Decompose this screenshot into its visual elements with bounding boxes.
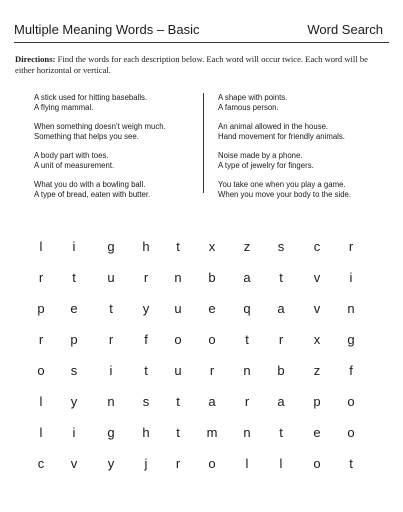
grid-letter[interactable]: g [347, 332, 355, 347]
grid-letter[interactable]: c [37, 456, 45, 471]
grid-letter[interactable]: v [313, 301, 321, 316]
grid-letter[interactable]: t [109, 301, 113, 316]
grid-letter[interactable]: l [245, 456, 249, 471]
grid-letter[interactable]: s [277, 239, 285, 254]
clues-right-column [218, 93, 388, 209]
grid-letter[interactable]: r [108, 332, 114, 347]
clue-group [34, 151, 214, 171]
grid-letter[interactable]: b [277, 363, 285, 378]
grid-letter[interactable]: l [39, 425, 43, 440]
directions-text: Find the words for each description below. Each word will occur twice. Each word will be either horizontal or vertical. [15, 54, 368, 75]
grid-letter[interactable]: a [277, 394, 285, 409]
grid-letter[interactable]: y [107, 456, 115, 471]
grid-letter[interactable]: p [70, 332, 78, 347]
grid-letter[interactable]: q [243, 301, 251, 316]
clues-divider [203, 93, 204, 193]
grid-letter[interactable]: v [70, 456, 78, 471]
grid-letter[interactable]: n [243, 425, 251, 440]
grid-letter[interactable]: h [142, 425, 150, 440]
grid-letter[interactable]: t [176, 239, 180, 254]
grid-letter[interactable]: g [107, 239, 115, 254]
grid-letter[interactable]: o [37, 363, 45, 378]
grid-letter[interactable]: r [38, 270, 44, 285]
clue-group [34, 122, 214, 142]
grid-letter[interactable]: t [72, 270, 76, 285]
grid-letter[interactable]: s [70, 363, 78, 378]
clue-text: An animal allowed in the house. [218, 122, 329, 131]
clue-text: Hand movement for friendly animals. [218, 132, 345, 141]
clue-group [218, 151, 388, 171]
clue-group [218, 93, 388, 113]
grid-letter[interactable]: e [70, 301, 78, 316]
clue-text: A famous person. [218, 103, 279, 112]
grid-letter[interactable]: h [142, 239, 150, 254]
grid-letter[interactable]: e [208, 301, 216, 316]
clue-group [34, 93, 214, 113]
grid-letter[interactable]: l [279, 456, 283, 471]
grid-letter[interactable]: n [174, 270, 182, 285]
worksheet-title: Multiple Meaning Words – Basic [14, 22, 200, 37]
grid-letter[interactable]: o [174, 332, 182, 347]
grid-letter[interactable]: p [37, 301, 45, 316]
grid-letter[interactable]: p [313, 394, 321, 409]
clue-text: What you do with a bowling ball. [34, 180, 146, 189]
grid-letter[interactable]: i [72, 239, 76, 254]
grid-letter[interactable]: u [174, 301, 182, 316]
grid-letter[interactable]: a [277, 301, 285, 316]
grid-letter[interactable]: v [313, 270, 321, 285]
worksheet-header [14, 14, 389, 43]
clue-text: A body part with toes. [34, 151, 109, 160]
clue-text: Noise made by a phone. [218, 151, 303, 160]
grid-letter[interactable]: r [209, 363, 215, 378]
grid-letter[interactable]: t [176, 425, 180, 440]
clue-text: A unit of measurement. [34, 161, 115, 170]
clue-group [218, 122, 388, 142]
grid-letter[interactable]: g [107, 425, 115, 440]
grid-letter[interactable]: j [144, 456, 148, 471]
grid-letter[interactable]: a [208, 394, 216, 409]
grid-letter[interactable]: t [144, 363, 148, 378]
grid-letter[interactable]: t [279, 425, 283, 440]
clue-text: You take one when you play a game. [218, 180, 346, 189]
grid-letter[interactable]: o [208, 456, 216, 471]
grid-letter[interactable]: n [243, 363, 251, 378]
grid-letter[interactable]: u [174, 363, 182, 378]
clue-group [34, 180, 214, 200]
clue-text: Something that helps you see. [34, 132, 139, 141]
grid-letter[interactable]: s [142, 394, 150, 409]
grid-letter[interactable]: r [244, 394, 250, 409]
grid-letter[interactable]: t [279, 270, 283, 285]
grid-letter[interactable]: t [176, 394, 180, 409]
grid-letter[interactable]: b [208, 270, 216, 285]
grid-letter[interactable]: a [243, 270, 251, 285]
grid-letter[interactable]: c [313, 239, 321, 254]
clues-left-column [34, 93, 214, 209]
directions-label: Directions: [15, 54, 56, 64]
clue-text: A type of bread, eaten with butter. [34, 190, 151, 199]
clues-section [28, 93, 388, 199]
clue-text: When something doesn’t weigh much. [34, 122, 166, 131]
grid-letter[interactable]: t [245, 332, 249, 347]
clue-group [218, 180, 388, 200]
grid-letter[interactable]: i [349, 270, 353, 285]
clue-text: A type of jewelry for fingers. [218, 161, 314, 170]
grid-letter[interactable]: u [107, 270, 115, 285]
grid-letter[interactable]: f [349, 363, 353, 378]
grid-letter[interactable]: l [39, 239, 43, 254]
grid-letter[interactable]: n [347, 301, 355, 316]
grid-letter[interactable]: n [107, 394, 115, 409]
grid-letter[interactable]: t [349, 456, 353, 471]
grid-letter[interactable]: m [206, 425, 218, 440]
worksheet-type-label: Word Search [307, 22, 383, 37]
clue-text: When you move your body to the side. [218, 190, 352, 199]
grid-letter[interactable]: z [313, 363, 321, 378]
grid-letter[interactable]: i [109, 363, 113, 378]
grid-letter[interactable]: o [347, 394, 355, 409]
grid-letter[interactable]: r [175, 456, 181, 471]
grid-letter[interactable]: o [313, 456, 321, 471]
directions [15, 54, 388, 76]
grid-letter[interactable]: o [208, 332, 216, 347]
grid-letter[interactable]: z [243, 239, 251, 254]
grid-letter[interactable]: y [70, 394, 78, 409]
grid-letter[interactable]: i [72, 425, 76, 440]
clue-text: A flying mammal. [34, 103, 94, 112]
clue-text: A shape with points. [218, 93, 288, 102]
grid-letter[interactable]: f [144, 332, 148, 347]
grid-letter[interactable]: x [208, 239, 216, 254]
grid-letter[interactable]: r [143, 270, 149, 285]
grid-letter[interactable]: e [313, 425, 321, 440]
grid-letter[interactable]: r [38, 332, 44, 347]
grid-letter[interactable]: r [278, 332, 284, 347]
grid-letter[interactable]: y [142, 301, 150, 316]
grid-letter[interactable]: x [313, 332, 321, 347]
grid-letter[interactable]: o [347, 425, 355, 440]
clue-text: A stick used for hitting baseballs. [34, 93, 148, 102]
grid-letter[interactable]: r [348, 239, 354, 254]
grid-letter[interactable]: l [39, 394, 43, 409]
